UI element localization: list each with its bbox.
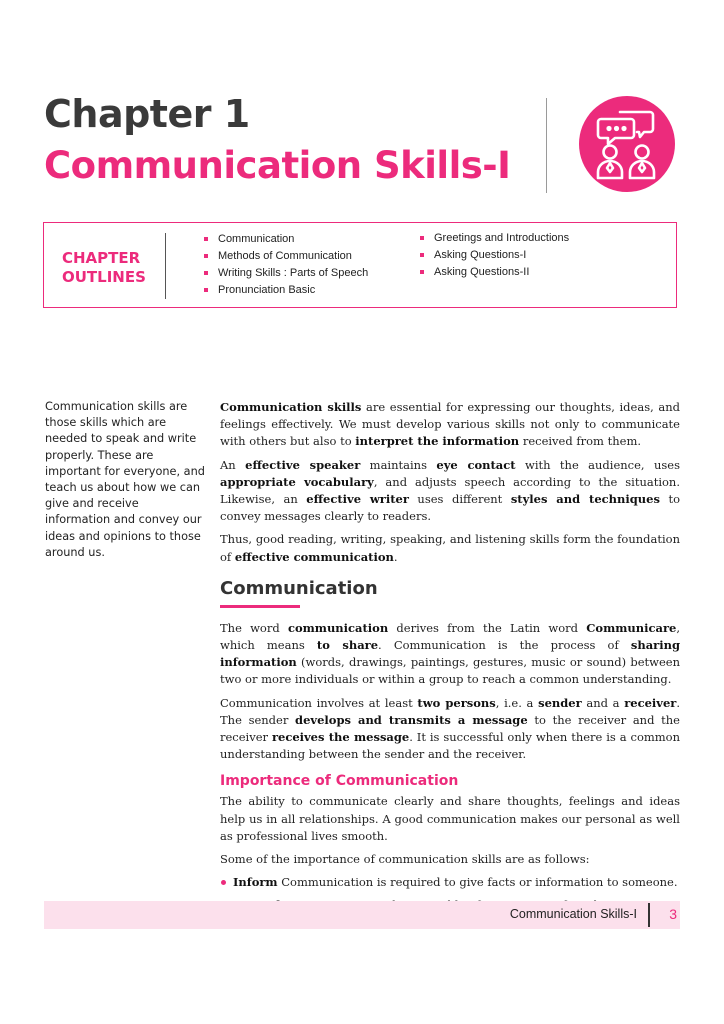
outline-list-left	[204, 231, 368, 299]
body-paragraph: The word communication derives from the Latin word Communicare, which means to share. Communication is the process of sharing information (words, drawings, paintings, gestures, music or sound) between two or more individuals or within a group to reach a common understanding.	[220, 620, 680, 687]
margin-note: Communication skills are those skills which are needed to speak and write properly. These are important for everyone, and teach us about how we can give and receive information and convey our ideas and opinions to those around us.	[45, 400, 205, 559]
chapter-emblem	[579, 96, 675, 192]
outline-item: Writing Skills : Parts of Speech	[204, 265, 368, 282]
chapter-outlines-heading	[62, 249, 162, 287]
outline-item: Methods of Communication	[204, 248, 368, 265]
outline-item: Asking Questions-I	[420, 247, 569, 264]
body-paragraph: Some of the importance of communication skills are as follows:	[220, 852, 590, 867]
intro-paragraph: Thus, good reading, writing, speaking, and listening skills form the foundation of effective communication.	[220, 532, 680, 564]
section-heading: Communication	[220, 577, 378, 599]
footer-divider	[648, 903, 650, 927]
outline-item: Pronunciation Basic	[204, 282, 368, 299]
intro-paragraph: An effective speaker maintains eye contact with the audience, uses appropriate vocabulary, and adjusts speech according to the situation. Likewise, an effective writer uses different styles and techniques to convey messages clearly to readers.	[220, 457, 681, 524]
header-divider	[546, 98, 547, 193]
outline-item: Communication	[204, 231, 368, 248]
people-conversation-icon	[579, 96, 675, 192]
outline-item: Greetings and Introductions	[420, 230, 569, 247]
body-paragraph: Communication involves at least two persons, i.e. a sender and a receiver. The sender develops and transmits a message to the receiver and the receiver receives the message. It is successful only when there is a common understanding between the sender and the receiver.	[220, 695, 681, 762]
chapter-label: Chapter 1	[44, 92, 250, 136]
chapter-title: Communication Skills-I	[44, 144, 511, 187]
outlines-heading-line: OUTLINES	[62, 268, 146, 286]
body-paragraph: The ability to communicate clearly and share thoughts, feelings and ideas help us in all relationships. A good communication makes our personal as well as professional lives smooth.	[220, 794, 680, 843]
outline-item: Asking Questions-II	[420, 264, 569, 281]
subsection-heading: Importance of Communication	[220, 773, 459, 790]
page-number: 3	[669, 906, 677, 922]
heading-underline	[220, 605, 300, 608]
bullet-item: Inform Communication is required to give facts or information to someone.	[220, 874, 680, 891]
intro-paragraph: Communication skills are essential for expressing our thoughts, ideas, and feelings effectively. We must develop various skills not only to communicate with others but also to interpret the information received from them.	[220, 400, 680, 449]
main-text	[220, 399, 680, 921]
outlines-heading-line: CHAPTER	[62, 249, 141, 267]
running-title: Communication Skills-I	[509, 907, 637, 921]
outline-divider	[165, 233, 166, 299]
footer-band	[44, 901, 680, 929]
outline-list-right	[420, 230, 569, 281]
chapter-outlines-box	[43, 222, 677, 308]
